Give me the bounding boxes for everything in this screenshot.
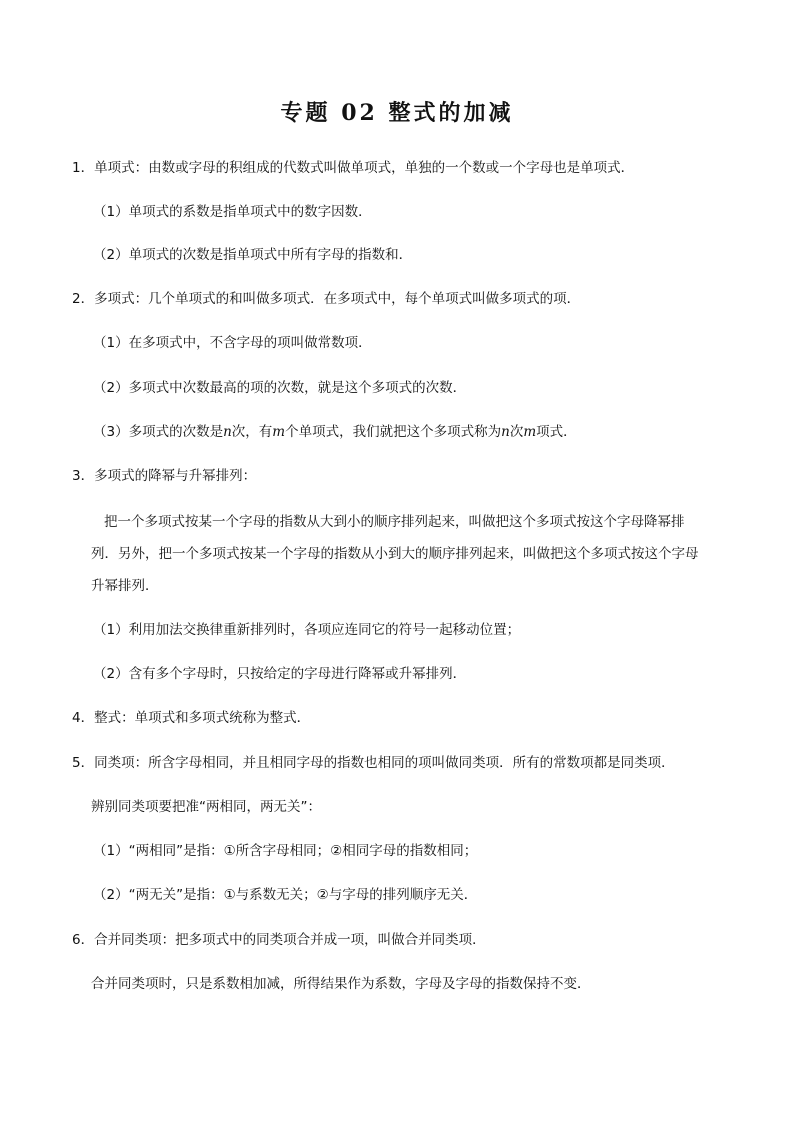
section-1-text: 单项式：由数或字母的积组成的代数式叫做单项式，单独的一个数或一个字母也是单项式．	[94, 160, 635, 176]
section-2-heading	[72, 289, 580, 309]
section-4-heading	[72, 708, 310, 728]
variable-m: m	[523, 424, 537, 440]
section-1-number: 1．	[72, 160, 95, 176]
section-2-item-1: （1）在多项式中，不含字母的项叫做常数项．	[93, 335, 372, 351]
section-5-item-1: （1）“两相同”是指：①所含字母相同；②相同字母的指数相同；	[93, 843, 478, 859]
section-1-item-2: （2）单项式的次数是指单项式中所有字母的指数和．	[93, 247, 413, 263]
section-1-heading	[72, 158, 634, 178]
section-5-text: 同类项：所含字母相同，并且相同字母的指数也相同的项叫做同类项．所有的常数项都是同类项．	[94, 755, 675, 771]
section-3-paragraph-line: 把一个多项式按某一个字母的指数从大到小的顺序排列起来，叫做把这个多项式按这个字母降幂排	[104, 514, 685, 530]
section-2-item-2: （2）多项式中次数最高的项的次数，就是这个多项式的次数．	[93, 380, 467, 396]
item-3-part-5: 项式．	[536, 424, 577, 440]
section-6-subtext: 合并同类项时，只是系数相加减，所得结果作为系数，字母及字母的指数保持不变．	[91, 976, 591, 992]
section-6-number: 6．	[72, 932, 95, 948]
page-title: 专题 02 整式的加减	[280, 100, 514, 126]
variable-n: n	[223, 424, 232, 440]
section-3-paragraph-line: 升幂排列．	[91, 578, 159, 594]
section-5-item-2: （2）“两无关”是指：①与系数无关；②与字母的排列顺序无关．	[93, 887, 478, 903]
section-3-paragraph-line: 列．另外，把一个多项式按某一个字母的指数从小到大的顺序排列起来，叫做把这个多项式按这个字母	[91, 546, 699, 562]
section-1-item-1: （1）单项式的系数是指单项式中的数字因数．	[93, 204, 372, 220]
section-2-text: 多项式：几个单项式的和叫做多项式．在多项式中，每个单项式叫做多项式的项．	[94, 291, 581, 307]
section-2-number: 2．	[72, 291, 95, 307]
section-5-subtext: 辨别同类项要把准“两相同，两无关”：	[91, 799, 321, 815]
section-5-heading	[72, 753, 675, 773]
section-4-number: 4．	[72, 710, 95, 726]
item-3-part-4: 次	[509, 424, 524, 440]
section-2-item-3	[93, 422, 577, 442]
section-3-text: 多项式的降幂与升幂排列：	[94, 468, 257, 484]
item-3-part-3: 个单项式，我们就把这个多项式称为	[285, 424, 502, 440]
section-3-heading	[72, 466, 256, 486]
variable-m: m	[272, 424, 286, 440]
item-3-part-2: 次，有	[231, 424, 273, 440]
item-3-part-1: （3）多项式的次数是	[93, 424, 224, 440]
section-3-number: 3．	[72, 468, 95, 484]
section-6-heading	[72, 930, 486, 950]
section-6-text: 合并同类项：把多项式中的同类项合并成一项，叫做合并同类项．	[94, 932, 486, 948]
section-4-text: 整式：单项式和多项式统称为整式．	[94, 710, 311, 726]
section-5-number: 5．	[72, 755, 95, 771]
variable-n: n	[501, 424, 510, 440]
section-3-item-1: （1）利用加法交换律重新排列时，各项应连同它的符号一起移动位置；	[93, 622, 521, 638]
section-3-item-2: （2）含有多个字母时，只按给定的字母进行降幂或升幂排列．	[93, 666, 467, 682]
